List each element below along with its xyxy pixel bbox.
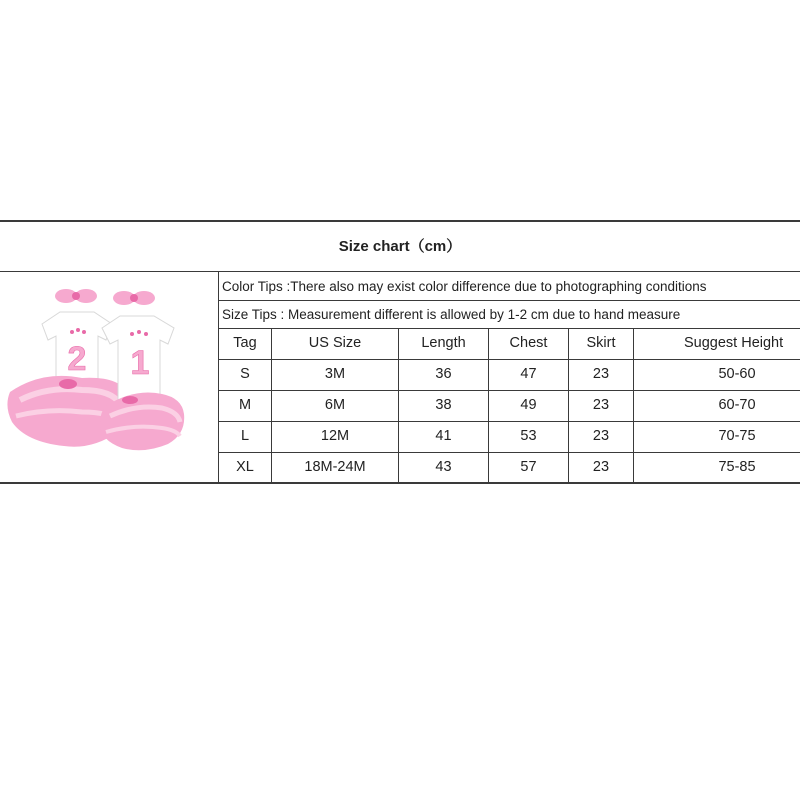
header-suggest-height: Suggest Height: [684, 335, 784, 351]
cell-us-size: 6M: [324, 397, 346, 413]
page-title: Size chart（cm）: [338, 238, 462, 255]
number-2: 2: [67, 340, 87, 378]
cell-length: 38: [435, 397, 452, 413]
size-tips: Size Tips : Measurement different is allowed by 1-2 cm due to hand measure: [222, 307, 681, 322]
cell-skirt: 23: [592, 428, 610, 444]
tip-table-divider: [218, 328, 800, 329]
cell-length: 43: [435, 459, 452, 475]
row-line: [218, 359, 800, 360]
color-tips: Color Tips :There also may exist color difference due to photographing conditions: [222, 279, 707, 294]
number-1: 1: [130, 344, 150, 382]
cell-height: 60-70: [718, 397, 756, 413]
cell-skirt: 23: [592, 366, 610, 382]
cell-height: 50-60: [718, 366, 756, 382]
cell-chest: 49: [520, 397, 537, 413]
tip-divider: [218, 300, 800, 301]
cell-length: 36: [435, 366, 452, 382]
cell-tag: L: [240, 428, 250, 444]
outfit-right: [100, 291, 184, 450]
cell-us-size: 18M-24M: [304, 459, 366, 475]
cell-chest: 47: [520, 366, 537, 382]
cell-skirt: 23: [592, 459, 610, 475]
bottom-border: [0, 482, 800, 484]
row-line: [218, 421, 800, 422]
cell-tag: S: [240, 366, 250, 382]
row-line: [218, 452, 800, 453]
cell-height: 70-75: [718, 428, 756, 444]
header-tag: Tag: [233, 335, 257, 351]
cell-length: 41: [435, 428, 452, 444]
cell-chest: 57: [520, 459, 537, 475]
cell-chest: 53: [520, 428, 537, 444]
header-length: Length: [421, 335, 466, 351]
cell-height: 75-85: [718, 459, 756, 475]
row-line: [218, 390, 800, 391]
cell-tag: M: [238, 397, 252, 413]
cell-us-size: 3M: [324, 366, 346, 382]
header-skirt: Skirt: [586, 335, 616, 351]
header-chest: Chest: [509, 335, 548, 351]
cell-us-size: 12M: [320, 428, 350, 444]
product-image: [2, 282, 214, 472]
header-us-size: US Size: [308, 335, 362, 351]
cell-skirt: 23: [592, 397, 610, 413]
cell-tag: XL: [236, 459, 254, 475]
